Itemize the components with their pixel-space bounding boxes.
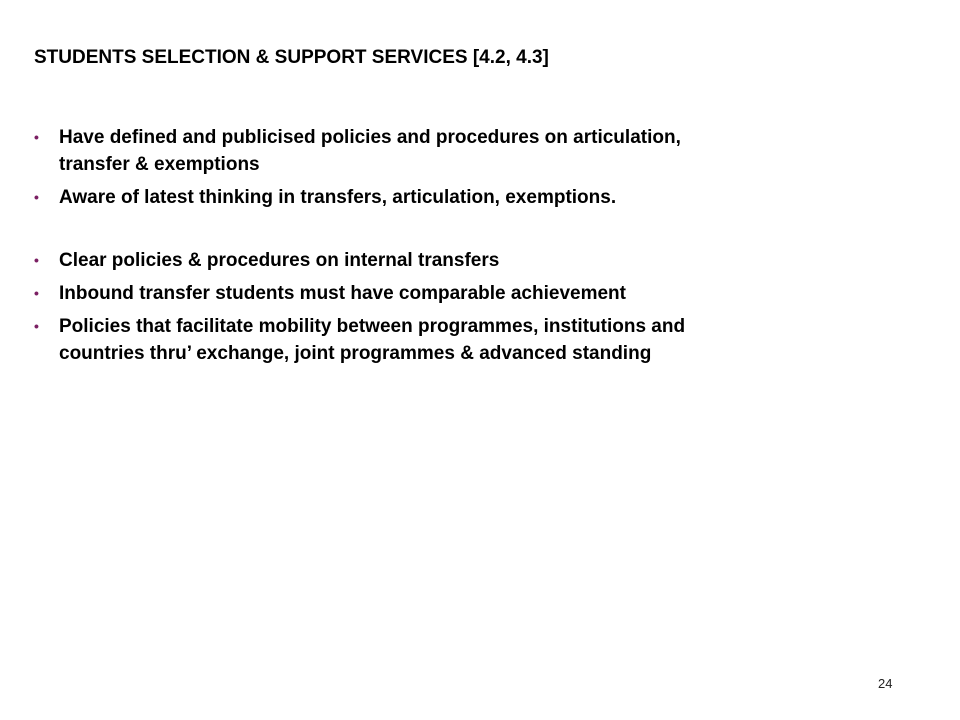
bullet-text: Policies that facilitate mobility between programmes, institutions and countries thru’ exchange, joint programmes & advanced standing: [59, 316, 686, 364]
bullet-dot-icon: •: [34, 189, 39, 205]
bullet-text: Inbound transfer students must have comparable achievement: [59, 283, 626, 304]
bullet-item-2: [34, 184, 754, 211]
bullet-dot-icon: •: [34, 318, 39, 334]
bullet-list: [34, 124, 754, 373]
bullet-item-5: [34, 313, 754, 367]
bullet-text: Clear policies & procedures on internal transfers: [59, 250, 500, 271]
bullet-dot-icon: •: [34, 285, 39, 301]
bullet-item-1: [34, 124, 754, 178]
slide-title: STUDENTS SELECTION & SUPPORT SERVICES [4.2, 4.3]: [34, 47, 549, 68]
bullet-text: Aware of latest thinking in transfers, articulation, exemptions.: [59, 187, 617, 208]
bullet-item-3: [34, 247, 754, 274]
bullet-text: Have defined and publicised policies and procedures on articulation, transfer & exemptions: [59, 127, 681, 175]
bullet-item-4: [34, 280, 754, 307]
bullet-dot-icon: •: [34, 129, 39, 145]
page-number: 24: [878, 676, 893, 691]
bullet-dot-icon: •: [34, 252, 39, 268]
